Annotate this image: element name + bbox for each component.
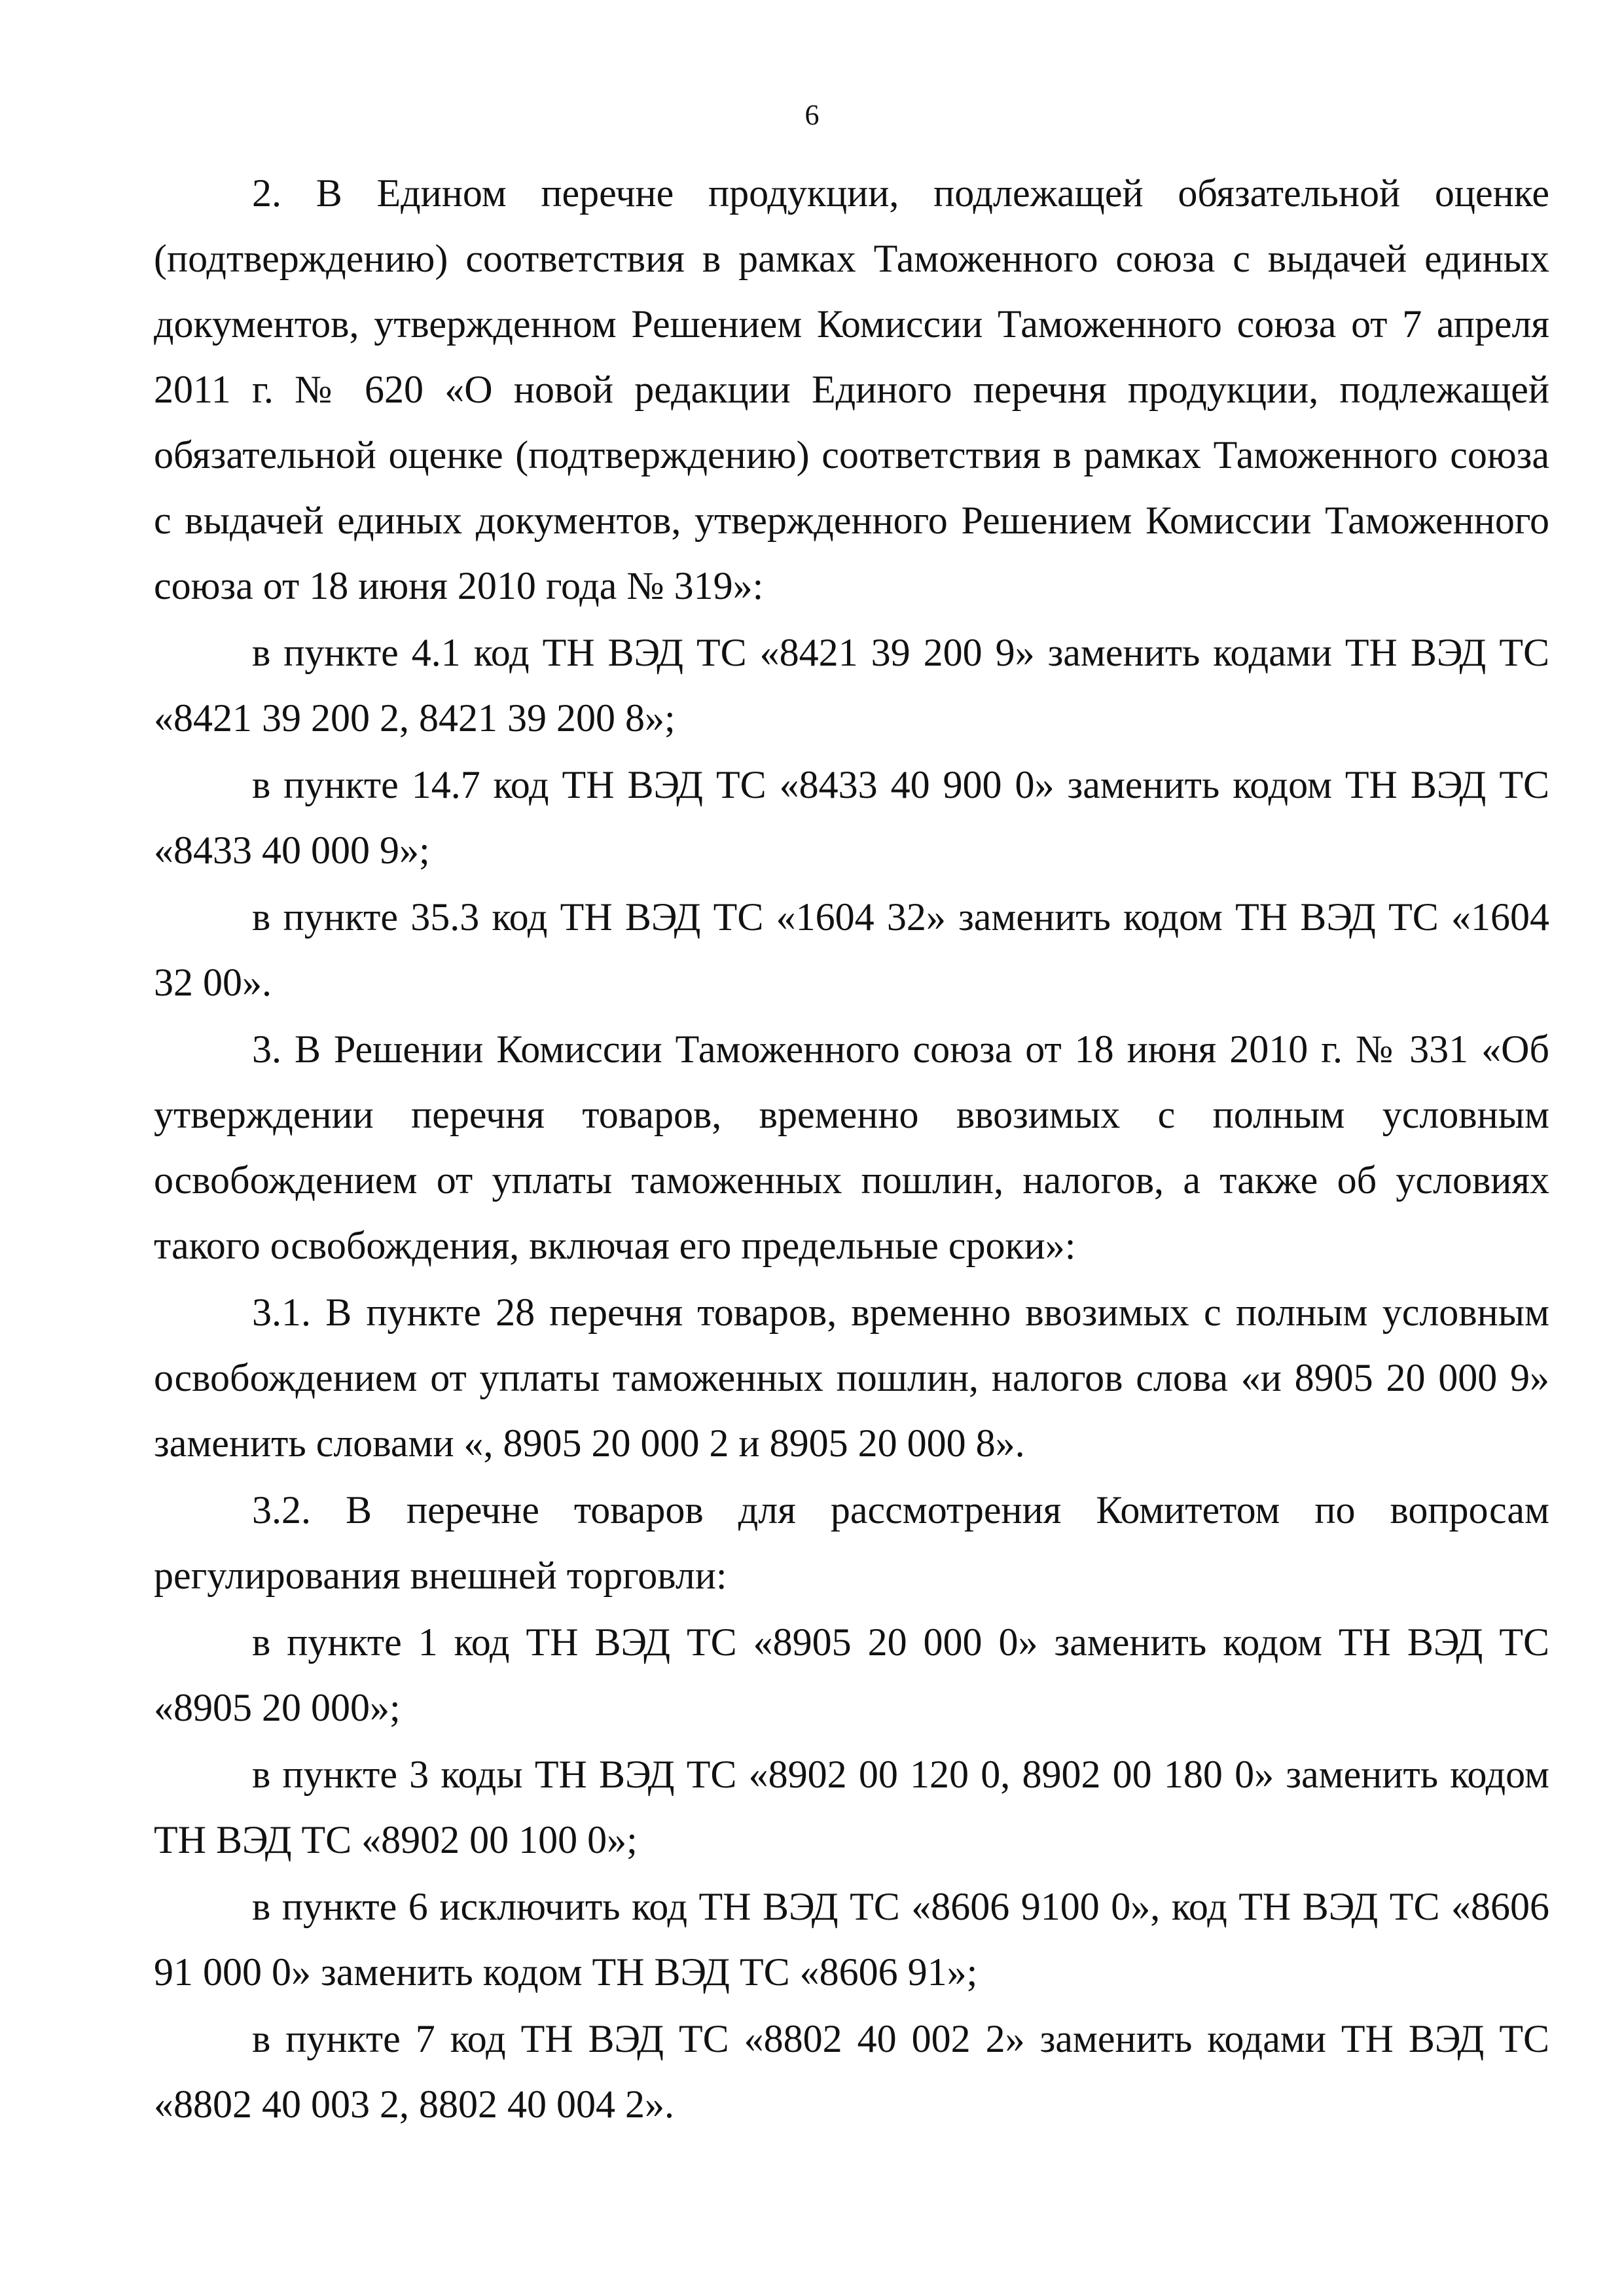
paragraph-point-14-7: в пункте 14.7 код ТН ВЭД ТС «8433 40 900 0» заменить кодом ТН ВЭД ТС «8433 40 000 9»; [154, 763, 1549, 872]
paragraph-point-7: в пункте 7 код ТН ВЭД ТС «8802 40 002 2» заменить кодами ТН ВЭД ТС «8802 40 003 2, 8802 40 004 2». [154, 2017, 1549, 2126]
paragraph-point-35-3: в пункте 35.3 код ТН ВЭД ТС «1604 32» заменить кодом ТН ВЭД ТС «1604 32 00». [154, 895, 1549, 1004]
paragraph-item-3: 3. В Решении Комиссии Таможенного союза от 18 июня 2010 г. № 331 «Об утверждении перечня товаров, временно ввозимых с полным условным освобождением от уплаты таможенных пошлин, налогов, а также об условиях такого освобождения, включая его предельные сроки»: [154, 1028, 1549, 1267]
paragraph-item-2: 2. В Едином перечне продукции, подлежащей обязательной оценке (подтверждению) соответствия в рамках Таможенного союза с выдачей единых документов, утвержденном Решением Комиссии Таможенного союза от 7 апреля 2011 г. № 620 «О новой редакции Единого перечня продукции, подлежащей обязательной оценке (подтверждению) соответствия в рамках Таможенного союза с выдачей единых документов, утвержденного Решением Комиссии Таможенного союза от 18 июня 2010 года № 319»: [154, 171, 1549, 607]
paragraph-item-3-2: 3.2. В перечне товаров для рассмотрения Комитетом по вопросам регулирования внешней торговли: [154, 1488, 1549, 1597]
document-body [154, 160, 1549, 2137]
paragraph-item-3-1: 3.1. В пункте 28 перечня товаров, временно ввозимых с полным условным освобождением от уплаты таможенных пошлин, налогов слова «и 8905 20 000 9» заменить словами «, 8905 20 000 2 и 8905 20 000 8». [154, 1291, 1549, 1465]
paragraph-point-1: в пункте 1 код ТН ВЭД ТС «8905 20 000 0» заменить кодом ТН ВЭД ТС «8905 20 000»; [154, 1621, 1549, 1729]
page-number: 6 [804, 99, 820, 131]
paragraph-point-6: в пункте 6 исключить код ТН ВЭД ТС «8606 9100 0», код ТН ВЭД ТС «8606 91 000 0» заменить кодом ТН ВЭД ТС «8606 91»; [154, 1885, 1549, 1994]
paragraph-point-3: в пункте 3 коды ТН ВЭД ТС «8902 00 120 0, 8902 00 180 0» заменить кодом ТН ВЭД ТС «8902 00 100 0»; [154, 1753, 1549, 1861]
paragraph-point-4-1: в пункте 4.1 код ТН ВЭД ТС «8421 39 200 9» заменить кодами ТН ВЭД ТС «8421 39 200 2, 8421 39 200 8»; [154, 631, 1549, 740]
